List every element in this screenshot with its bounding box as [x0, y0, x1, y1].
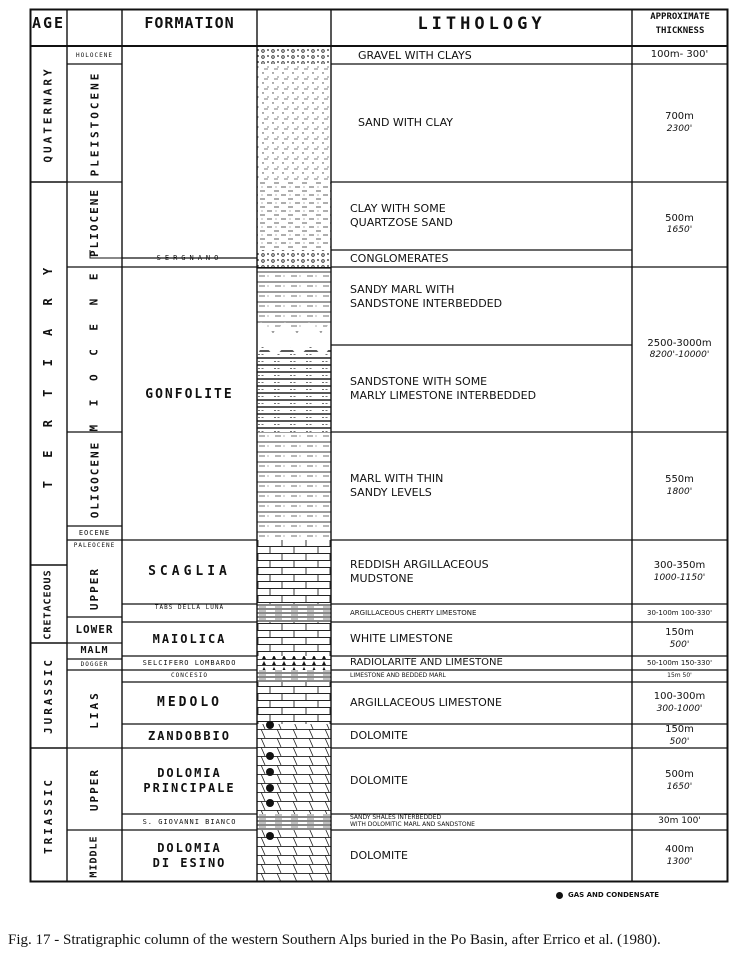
epoch-miocene: M I O C E N E	[88, 267, 101, 432]
formation-dolomia-di-esino: DOLOMIA DI ESINO	[152, 841, 227, 870]
epoch-malm: MALM	[80, 644, 109, 656]
thickness-oligocene: 550m 1800'	[665, 474, 694, 497]
epoch-dogger: DOGGER	[80, 660, 109, 668]
epoch-holocene: HOLOCENE	[76, 51, 113, 59]
lithology-sand-clay: SAND WITH CLAY	[358, 116, 453, 130]
lithology-dolomite-zandobbio: DOLOMITE	[350, 729, 408, 743]
gas-condensate-dot-icon	[556, 892, 563, 899]
formation-gonfolite: GONFOLITE	[145, 386, 234, 402]
thickness-pliocene: 500m 1650'	[665, 212, 694, 236]
thickness-maiolica: 150m 500'	[665, 627, 694, 650]
epoch-pliocene: PLIOCENE	[88, 187, 102, 257]
lithology-dolomite-esino: DOLOMITE	[350, 849, 408, 863]
thickness-medolo: 100-300m 300-1000'	[653, 691, 706, 714]
thickness-dolomia-principale: 500m 1650'	[665, 769, 694, 792]
header-formation: FORMATION	[144, 14, 235, 32]
period-quaternary: QUATERNARY	[42, 66, 56, 163]
lithology-argillaceous-limestone: ARGILLACEOUS LIMESTONE	[350, 696, 502, 710]
formation-maiolica: MAIOLICA	[152, 631, 227, 646]
thickness-scaglia: 300-350m 1000-1150'	[653, 560, 706, 583]
formation-sergnano: SERGNANO	[156, 254, 223, 263]
epoch-pleistocene: PLEISTOCENE	[88, 70, 102, 176]
lithology-radiolarite: RADIOLARITE AND LIMESTONE	[350, 656, 503, 668]
formation-scaglia: SCAGLIA	[148, 563, 231, 579]
formation-concesio: CONCESIO	[171, 672, 208, 680]
lithology-clay-sand: CLAY WITH SOME QUARTZOSE SAND	[350, 202, 453, 229]
lithology-conglomerates: CONGLOMERATES	[350, 251, 449, 265]
thickness-concesio: 15m 50'	[667, 672, 692, 680]
epoch-lias: LIAS	[88, 689, 101, 729]
lithology-marl: MARL WITH THIN SANDY LEVELS	[350, 472, 444, 499]
period-tertiary: T E R T I A R Y	[41, 259, 56, 488]
lithology-sandy-marl: SANDY MARL WITH SANDSTONE INTERBEDDED	[350, 283, 503, 310]
epoch-oligocene: OLIGOCENE	[88, 440, 102, 518]
epoch-upper-triassic: UPPER	[88, 767, 101, 811]
figure-caption: Fig. 17 - Stratigraphic column of the western Southern Alps buried in the Po Basin, after Errico et al. (1980).	[8, 932, 661, 948]
lithology-white-limestone: WHITE LIMESTONE	[350, 632, 453, 646]
period-triassic: TRIASSIC	[42, 776, 56, 854]
thickness-gravel: 100m- 300'	[650, 49, 709, 61]
thickness-tabs: 30-100m 100-330'	[646, 608, 712, 617]
thickness-selcifero: 50-100m 150-330'	[646, 658, 712, 667]
epoch-eocene: EOCENE	[78, 528, 111, 537]
header-thickness-line2: THICKNESS	[655, 26, 705, 36]
formation-selcifero-lombardo: SELCIFERO LOMBARDO	[142, 658, 237, 667]
epoch-middle-triassic: MIDDLE	[89, 834, 100, 878]
thickness-esino: 400m 1300'	[665, 844, 694, 867]
lithology-limestone-bedded-marl: LIMESTONE AND BEDDED MARL	[350, 672, 446, 680]
header-thickness-line1: APPROXIMATE	[650, 12, 710, 22]
formation-dolomia-principale: DOLOMIA PRINCIPALE	[143, 766, 236, 795]
epoch-paleocene: PALEOCENE	[73, 542, 116, 549]
header-lithology: LITHOLOGY	[417, 14, 546, 34]
lithology-sandy-shales: SANDY SHALES INTERBEDDED WITH DOLOMITIC MARL AND SANDSTONE	[350, 814, 475, 828]
formation-s-giovanni-bianco: S. GIOVANNI BIANCO	[142, 817, 237, 826]
formation-tabs-della-luna: TABS DELLA LUNA	[154, 604, 225, 612]
legend-label: GAS AND CONDENSATE	[568, 891, 660, 899]
epoch-lower-cretaceous: LOWER	[75, 623, 114, 637]
epoch-upper-cretaceous: UPPER	[88, 566, 101, 611]
lithology-cherty-limestone: ARGILLACEOUS CHERTY LIMESTONE	[350, 608, 477, 617]
formation-zandobbio: ZANDOBBIO	[147, 728, 232, 743]
thickness-s-giovanni: 30m 100'	[658, 816, 701, 827]
lithology-dolomite-principale: DOLOMITE	[350, 774, 408, 788]
thickness-pleistocene: 700m 2300'	[665, 111, 694, 134]
header-age: AGE	[31, 14, 66, 32]
lithology-sandstone: SANDSTONE WITH SOME MARLY LIMESTONE INTERBEDDED	[350, 374, 537, 402]
lithology-gravel: GRAVEL WITH CLAYS	[358, 48, 472, 62]
thickness-miocene: 2500-3000m 8200'-10000'	[647, 337, 712, 361]
legend	[556, 891, 659, 899]
period-cretaceous: CRETACEOUS	[43, 568, 54, 640]
period-jurassic: JURASSIC	[42, 657, 56, 734]
lithology-mudstone: REDDISH ARGILLACEOUS MUDSTONE	[350, 558, 489, 585]
thickness-zandobbio: 150m 500'	[665, 724, 694, 747]
formation-medolo: MEDOLO	[157, 694, 222, 710]
